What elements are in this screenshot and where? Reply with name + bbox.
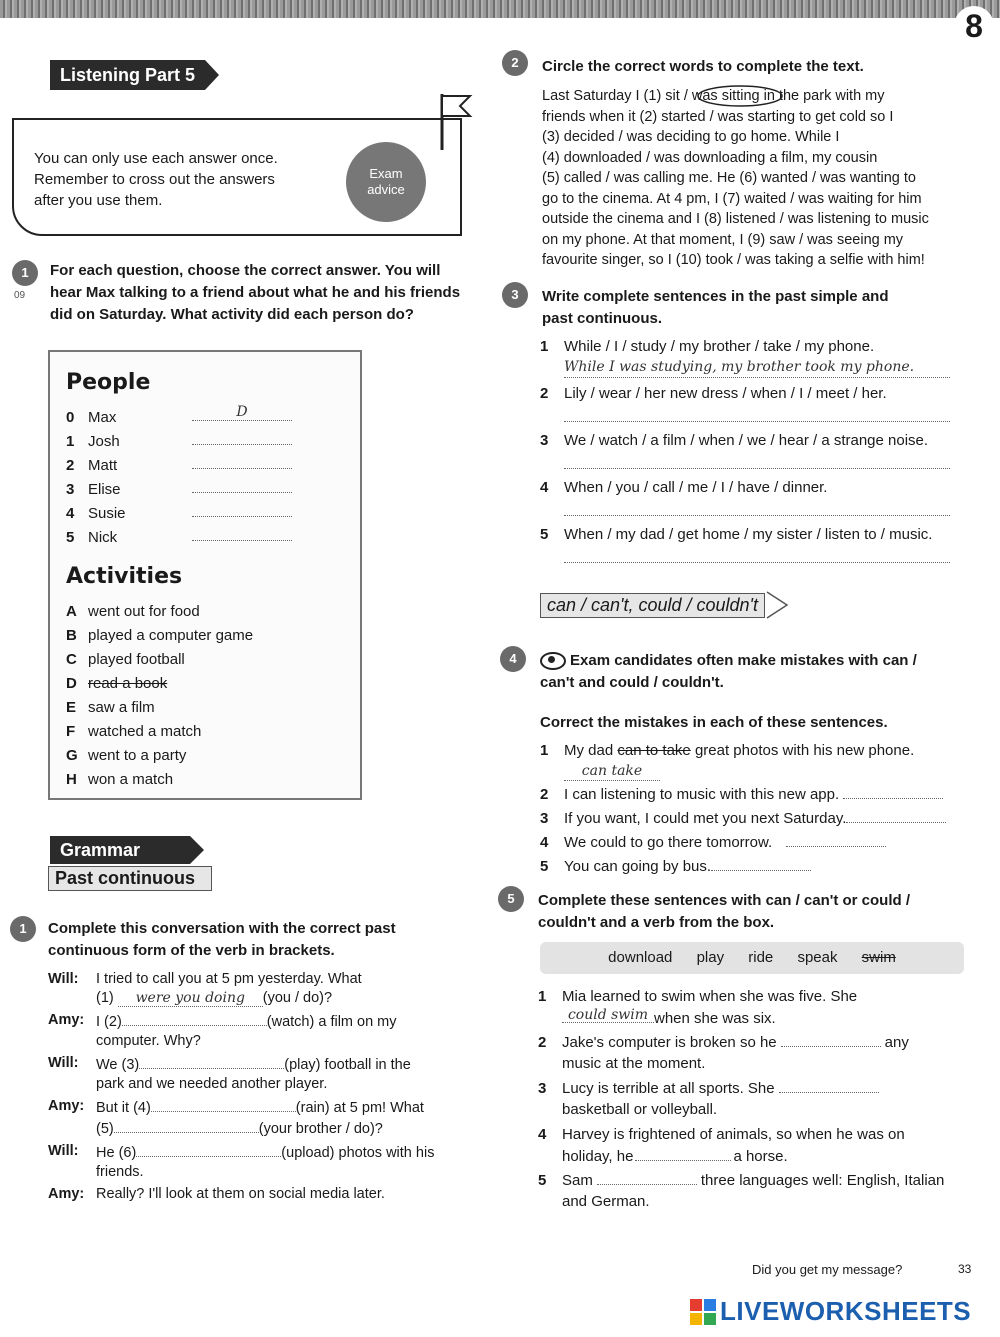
sentence-text: holiday, he <box>562 1148 634 1165</box>
answer-field[interactable] <box>192 478 292 493</box>
item-number: 4 <box>538 1126 547 1143</box>
list-item <box>540 430 980 477</box>
item-letter: B <box>66 627 77 644</box>
ex5-instruction <box>538 890 978 934</box>
item-prompt: While / I / study / my brother / take / my phone. <box>564 338 875 355</box>
answer-field[interactable] <box>564 405 950 422</box>
word-box <box>540 942 964 974</box>
answer-circle-mark <box>696 84 784 108</box>
people-activities-box <box>48 350 362 800</box>
list-item <box>66 454 346 478</box>
item-prompt: Lily / wear / her new dress / when / I / meet / her. <box>564 385 887 402</box>
item-number: 4 <box>540 479 549 496</box>
item-prompt: We / watch / a film / when / we / hear / a strange noise. <box>564 432 929 449</box>
dialogue-text: I tried to call you at 5 pm yesterday. What <box>96 971 362 987</box>
exercise-number-badge: 1 <box>12 260 38 286</box>
item-number: 3 <box>66 481 75 498</box>
item-number: 3 <box>540 810 549 827</box>
item-number: 5 <box>540 526 549 543</box>
gap-number: (1) <box>96 990 114 1006</box>
sentence-text: three languages well: English, Italian <box>700 1172 945 1189</box>
sentence-text: when she was six. <box>654 1010 776 1027</box>
list-item <box>66 406 346 430</box>
person-name: Josh <box>88 433 120 450</box>
dialogue-turn <box>48 1097 478 1139</box>
item-number: 1 <box>540 338 549 355</box>
activity-text: went to a party <box>88 747 187 764</box>
advice-text <box>34 148 334 211</box>
gap-number: (5) <box>96 1121 114 1137</box>
banner-arrow-icon <box>190 836 204 864</box>
sentence-text: Jake's computer is broken so he <box>562 1034 777 1051</box>
list-item <box>66 768 346 792</box>
text-line: on my phone. At that moment, I (9) saw / was seeing my <box>542 231 904 248</box>
activity-text: saw a film <box>88 699 155 716</box>
tag-arrow-icon <box>765 590 789 620</box>
flag-icon <box>430 90 474 152</box>
ex2-instruction: Circle the correct words to complete the text. <box>542 58 864 75</box>
item-number: 5 <box>540 858 549 875</box>
people-heading: People <box>66 370 151 395</box>
answer-field[interactable] <box>151 1097 296 1112</box>
list-item <box>540 832 980 856</box>
item-number: 2 <box>66 457 75 474</box>
speaker: Amy: <box>48 1012 85 1028</box>
activity-text: played a computer game <box>88 627 254 644</box>
list-item <box>540 477 980 524</box>
ex4-list <box>540 740 980 880</box>
ex2-text <box>542 86 982 271</box>
text-line: Last Saturday I (1) sit / was sitting in the park with my <box>542 88 885 104</box>
answer-field[interactable] <box>192 430 292 445</box>
list-item <box>66 502 346 526</box>
unit-number: 8 <box>954 6 994 46</box>
item-prompt: When / my dad / get home / my sister / listen to / music. <box>564 526 933 543</box>
sentence-text: a horse. <box>733 1148 788 1165</box>
modal-section-label: can / can't, could / couldn't <box>540 593 765 618</box>
item-number: 3 <box>540 432 549 449</box>
answer-field[interactable] <box>192 502 292 517</box>
text-line: (3) decided / was deciding to go home. While I <box>542 129 840 145</box>
intro-line: Exam candidates often make mistakes with can / <box>570 652 917 669</box>
answer-field[interactable] <box>564 546 950 563</box>
sentence-text: My dad <box>564 742 614 759</box>
instruction-line: Write complete sentences in the past simple and <box>542 288 889 305</box>
item-letter: D <box>66 675 77 692</box>
instruction-line: For each question, choose the correct answer. You will <box>50 262 441 279</box>
answer-field[interactable] <box>786 832 886 847</box>
item-number: 5 <box>66 529 75 546</box>
answer-field[interactable] <box>635 1146 731 1161</box>
list-item <box>66 430 346 454</box>
answer-field[interactable] <box>781 1032 881 1047</box>
word-option: play <box>696 949 725 966</box>
brand-logo-icon <box>690 1299 716 1325</box>
dialogue <box>48 970 478 1204</box>
page-number: 33 <box>958 1262 972 1276</box>
instruction-line: past continuous. <box>542 310 662 327</box>
dialogue-text: (upload) photos with his <box>281 1145 435 1161</box>
list-item <box>66 600 346 624</box>
item-letter: A <box>66 603 77 620</box>
answer-field[interactable] <box>564 499 950 516</box>
text-line: outside the cinema and I (8) listened / was listening to music <box>542 211 929 227</box>
dialogue-turn <box>48 1011 478 1051</box>
speaker: Will: <box>48 971 79 987</box>
grammar-instruction <box>48 918 468 962</box>
advice-line: after you use them. <box>34 192 163 209</box>
list-item <box>66 526 346 550</box>
sentence-text: Mia learned to swim when she was five. She <box>562 988 858 1005</box>
exercise-number-badge: 2 <box>502 50 528 76</box>
track-number: 09 <box>14 290 26 301</box>
dialogue-text: Really? I'll look at them on social media later. <box>96 1186 385 1202</box>
item-number: 4 <box>66 505 75 522</box>
item-number: 1 <box>540 742 549 759</box>
dialogue-text: (play) football in the <box>284 1057 411 1073</box>
sentence-text: great photos with his new phone. <box>694 742 915 759</box>
sentence-text: You can going by bus. <box>564 858 712 875</box>
answer-field[interactable] <box>122 1011 267 1026</box>
person-name: Nick <box>88 529 118 546</box>
grammar-banner <box>50 836 204 864</box>
list-item <box>538 1124 978 1170</box>
list-item <box>540 856 980 880</box>
person-name: Matt <box>88 457 118 474</box>
instruction-line: couldn't and a verb from the box. <box>538 914 775 931</box>
intro-line: can't and could / couldn't. <box>540 674 724 691</box>
list-item <box>538 1078 978 1124</box>
ex3-instruction <box>542 286 982 330</box>
gap-number: He (6) <box>96 1145 137 1161</box>
speaker: Will: <box>48 1143 79 1159</box>
answer-field[interactable]: While I was studying, my brother took my phone. <box>564 359 950 378</box>
list-item <box>66 624 346 648</box>
word-option: speak <box>797 949 838 966</box>
answer-field[interactable] <box>711 856 811 871</box>
speaker: Will: <box>48 1055 79 1071</box>
answer-field[interactable]: were you doing <box>118 992 263 1007</box>
text-line: go to the cinema. At 4 pm, I (7) waited / was waiting for him <box>542 190 922 207</box>
answer-field[interactable] <box>846 808 946 823</box>
dialogue-text: park and we needed another player. <box>96 1076 328 1092</box>
text-line: (4) downloaded / was downloading a film, my cousin <box>542 149 878 166</box>
item-number: 1 <box>66 433 75 450</box>
activity-text: won a match <box>88 771 174 788</box>
advice-line: Remember to cross out the answers <box>34 171 275 188</box>
footer-title: Did you get my message? <box>752 1262 903 1277</box>
exercise-number-badge: 4 <box>500 646 526 672</box>
answer-field[interactable] <box>843 784 943 799</box>
list-item <box>66 648 346 672</box>
item-letter: F <box>66 723 76 740</box>
brand-name: LIVEWORKSHEETS <box>720 1296 972 1326</box>
text-line: (5) called / was calling me. He (6) wanted / was wanting to <box>542 170 916 186</box>
dialogue-turn <box>48 970 478 1008</box>
sentence-text: Harvey is frightened of animals, so when he was on <box>562 1126 905 1143</box>
list-item <box>66 744 346 768</box>
list-item <box>538 1170 978 1216</box>
activities-list <box>66 600 346 792</box>
item-letter: E <box>66 699 77 716</box>
dialogue-turn <box>48 1142 478 1182</box>
people-list <box>66 406 346 550</box>
item-letter: C <box>66 651 77 668</box>
dialogue-turn <box>48 1054 478 1094</box>
exercise-number-badge: 3 <box>502 282 528 308</box>
dialogue-text: (rain) at 5 pm! What <box>295 1100 424 1116</box>
gap-number: We (3) <box>96 1057 140 1073</box>
sentence-text: Lucy is terrible at all sports. She <box>562 1080 775 1097</box>
person-name: Max <box>88 409 117 426</box>
ex4-intro <box>540 650 980 694</box>
answer-field[interactable] <box>114 1118 259 1133</box>
crossed-out-text: can to take <box>617 742 691 759</box>
person-name: Elise <box>88 481 121 498</box>
exercise-number-badge: 1 <box>10 916 36 942</box>
text-line: favourite singer, so I (10) took / was taking a selfie with him! <box>542 252 925 268</box>
ex3-list <box>540 336 980 571</box>
instruction-line: did on Saturday. What activity did each person do? <box>50 306 414 323</box>
activity-text: played football <box>88 651 185 668</box>
answer-field[interactable] <box>564 452 950 469</box>
sentence-text: any <box>884 1034 909 1051</box>
exercise-number-badge: 5 <box>498 886 524 912</box>
list-item <box>540 524 980 571</box>
listening-banner <box>50 60 219 90</box>
sentence-text: basketball or volleyball. <box>562 1101 718 1118</box>
list-item <box>66 478 346 502</box>
listening-instruction <box>50 260 490 326</box>
past-continuous-tag: Past continuous <box>48 866 212 891</box>
answer-field[interactable] <box>192 454 292 469</box>
activities-heading: Activities <box>66 564 183 589</box>
text-line: friends when it (2) started / was starting to get cold so I <box>542 108 894 125</box>
sentence-text: If you want, I could met you next Saturday. <box>564 810 847 827</box>
list-item <box>66 720 346 744</box>
item-number: 0 <box>66 409 75 426</box>
modal-section-tag <box>540 590 789 620</box>
answer-field[interactable] <box>139 1054 284 1069</box>
answer-field[interactable] <box>779 1078 879 1093</box>
listening-banner-label: Listening Part 5 <box>50 60 205 90</box>
word-option: ride <box>748 949 774 966</box>
list-item <box>540 336 980 383</box>
grammar-banner-label: Grammar <box>50 836 190 864</box>
gap-number: I (2) <box>96 1014 122 1030</box>
item-number: 1 <box>538 988 547 1005</box>
sentence-text: Sam <box>562 1172 593 1189</box>
dialogue-text: (watch) a film on my <box>266 1014 397 1030</box>
list-item <box>540 784 980 808</box>
answer-field[interactable]: can take <box>564 764 660 781</box>
dialogue-text: (you / do)? <box>262 990 333 1006</box>
instruction-line: continuous form of the verb in brackets. <box>48 942 335 959</box>
item-number: 5 <box>538 1172 547 1189</box>
exam-advice-badge: Exam advice <box>346 142 426 222</box>
item-letter: G <box>66 747 78 764</box>
top-border <box>0 0 1000 18</box>
sentence-text: We could to go there tomorrow. <box>564 834 773 851</box>
item-number: 2 <box>538 1034 547 1051</box>
answer-field[interactable]: could swim <box>562 1008 654 1023</box>
activity-text: went out for food <box>88 603 200 620</box>
advice-line: You can only use each answer once. <box>34 150 278 167</box>
instruction-line: Complete these sentences with can / can't or could / <box>538 892 910 909</box>
list-item <box>538 986 978 1032</box>
gap-number: But it (4) <box>96 1100 151 1116</box>
answer-field[interactable] <box>597 1170 697 1185</box>
dialogue-text: computer. Why? <box>96 1033 201 1049</box>
speaker: Amy: <box>48 1098 85 1114</box>
instruction-line: hear Max talking to a friend about what he and his friends <box>50 284 461 301</box>
word-option: download <box>608 949 673 966</box>
item-prompt: When / you / call / me / I / have / dinner. <box>564 479 828 496</box>
instruction-line: Complete this conversation with the correct past <box>48 920 396 937</box>
exam-advice-box <box>12 118 462 236</box>
sentence-text: and German. <box>562 1193 650 1210</box>
banner-arrow-icon <box>205 60 219 90</box>
list-item <box>66 696 346 720</box>
list-item <box>66 672 346 696</box>
speaker: Amy: <box>48 1186 85 1202</box>
dialogue-text: (your brother / do)? <box>258 1121 383 1137</box>
ex5-list <box>538 986 978 1216</box>
word-option-used: swim <box>861 949 896 966</box>
item-letter: H <box>66 771 77 788</box>
activity-text-crossed: read a book <box>88 675 168 692</box>
sentence-text: I can listening to music with this new app. <box>564 786 840 803</box>
activity-text: watched a match <box>88 723 202 740</box>
sentence-text: music at the moment. <box>562 1055 706 1072</box>
list-item <box>538 1032 978 1078</box>
item-number: 2 <box>540 786 549 803</box>
item-number: 2 <box>540 385 549 402</box>
item-number: 4 <box>540 834 549 851</box>
list-item <box>540 740 980 784</box>
answer-field[interactable]: D <box>192 406 292 421</box>
list-item <box>540 808 980 832</box>
answer-field[interactable] <box>136 1142 281 1157</box>
list-item <box>540 383 980 430</box>
brand-logo <box>690 1296 971 1327</box>
dialogue-turn <box>48 1185 478 1204</box>
eye-icon <box>540 652 566 670</box>
ex4-instruction: Correct the mistakes in each of these sentences. <box>540 714 888 731</box>
dialogue-text: friends. <box>96 1164 144 1180</box>
item-number: 3 <box>538 1080 547 1097</box>
answer-field[interactable] <box>192 526 292 541</box>
person-name: Susie <box>88 505 126 522</box>
